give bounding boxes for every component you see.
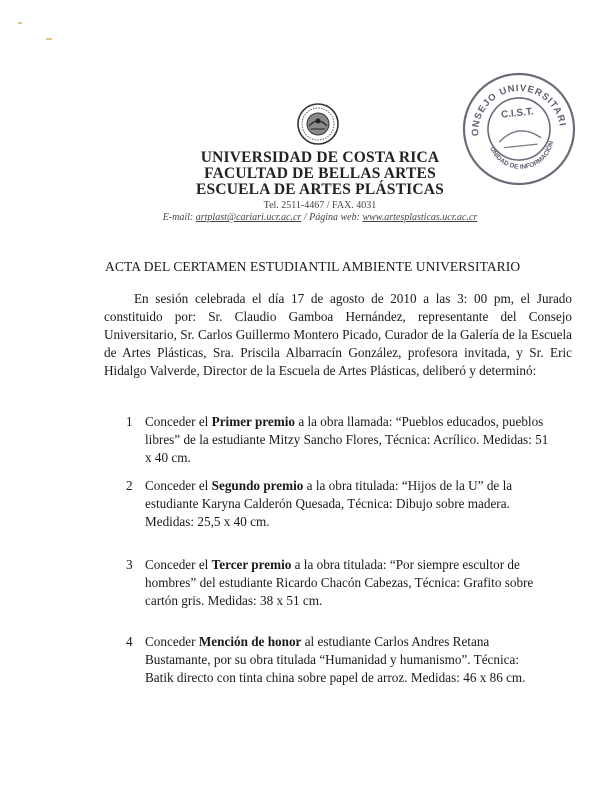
item-number: 1 [126,414,133,429]
scan-speck [46,38,52,40]
website-link[interactable]: www.artesplasticas.ucr.ac.cr [362,212,478,223]
phone-fax: Tel. 2511-4467 / FAX. 4031 [263,200,377,211]
item-text: Conceder el Primer premio a la obra llamada: “Pueblos educados, pueblos libres” de la estudiante Mitzy Sancho Flores, Técnica: Acrílico. Medidas: 51 x 40 cm. [145,414,549,465]
scan-speck [18,22,22,24]
prize-name: Mención de honor [198,634,302,649]
prize-name: Tercer premio [211,557,292,572]
letterhead [150,150,490,224]
prize-name: Segundo premio [211,478,304,493]
item-text: Conceder el Segundo premio a la obra titulada: “Hijos de la U” de la estudiante Karyna Calderón Quesada, Técnica: Dibujo sobre madera. Medidas: 25,5 x 40 cm. [145,478,513,529]
university-seal-icon [296,102,340,146]
prize-name: Primer premio [211,414,296,429]
stamp-center-text: C.I.S.T. [500,106,535,121]
item-number: 2 [126,478,133,493]
item-text: Conceder Mención de honor al estudiante Carlos Andres Retana Bustamante, por su obra titulada “Humanidad y humanismo”. Técnica: Batik directo con tinta china sobre papel de arroz. Medidas: 46 x 86 cm. [145,634,526,685]
item-number: 3 [126,557,133,572]
university-name: UNIVERSIDAD DE COSTA RICA [200,149,440,166]
stamp-bottom-text: UNIDAD DE INFORMACIÓN [488,140,556,171]
svg-text:UNIDAD DE INFORMACIÓN [488,139,558,174]
contact-line [150,212,490,224]
item-number: 4 [126,634,133,649]
web-label: / Página web: [303,212,360,223]
email-link[interactable]: artplast@cariari.ucr.ac.cr [195,212,302,223]
intro-paragraph: En sesión celebrada el día 17 de agosto de 2010 a las 3: 00 pm, el Jurado constituido por: Sr. Claudio Gamboa Hernández, representante del Consejo Universitario, Sr. Carlos Guillermo Montero Picado, Curador de la Galería de la Escuela de Artes Plásticas, Sra. Priscila Albarracín González, profesora invitada, y Sr. Eric Hidalgo Valverde, Director de la Escuela de Artes Plásticas, deliberó y determinó: [104,291,572,378]
document-title: ACTA DEL CERTAMEN ESTUDIANTIL AMBIENTE UNIVERSITARIO [105,259,521,274]
stamp-ring-text: CONSEJO UNIVERSITARIO [454,68,568,137]
faculty-name: FACULTAD DE BELLAS ARTES [204,165,436,182]
school-name: ESCUELA DE ARTES PLÁSTICAS [195,181,444,198]
email-label: E-mail: [162,212,194,223]
item-text: Conceder el Tercer premio a la obra titulada: “Por siempre escultor de hombres” del estudiante Ricardo Chacón Cabezas, Técnica: Grafito sobre cartón gris. Medidas: 38 x 51 cm. [145,557,534,608]
